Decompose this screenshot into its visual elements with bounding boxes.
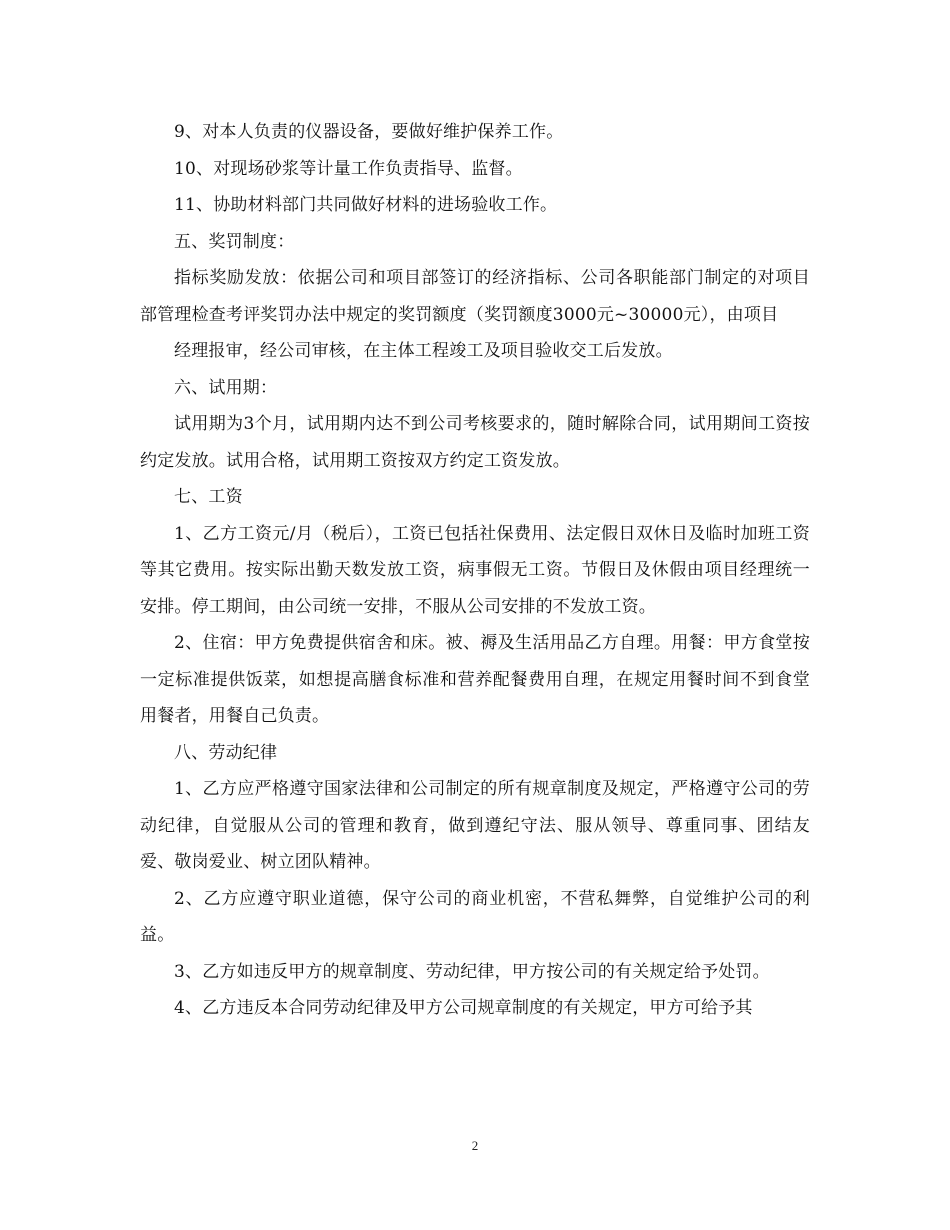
section-heading-probation: 六、试用期： — [174, 377, 278, 398]
paragraph-item-9: 9、对本人负责的仪器设备，要做好维护保养工作。 — [174, 122, 564, 142]
document-body — [140, 114, 810, 1027]
paragraph-discipline-3: 3、乙方如违反甲方的规章制度、劳动纪律，甲方按公司的有关规定给予处罚。 — [174, 961, 770, 982]
section-heading-discipline: 八、劳动纪律 — [174, 742, 278, 763]
paragraph-discipline-2: 2、乙方应遵守职业道德，保守公司的商业机密，不营私舞弊，自觉维护公司的利益。 — [140, 888, 810, 945]
paragraph-wages-1: 1、乙方工资元/月（税后），工资已包括社保费用、法定假日双休日及临时加班工资等其它费用。按实际出勤天数发放工资，病事假无工资。节假日及休假由项目经理统一安排。停工期间，由公司统一安排，不服从公司安排的不发放工资。 — [140, 523, 810, 617]
section-heading-wages: 七、工资 — [174, 487, 243, 507]
paragraph-probation: 试用期为3个月，试用期内达不到公司考核要求的，随时解除合同，试用期间工资按约定发放。试用合格，试用期工资按双方约定工资发放。 — [140, 414, 810, 471]
paragraph-discipline-4: 4、乙方违反本合同劳动纪律及甲方公司规章制度的有关规定，甲方可给予其 — [174, 998, 753, 1018]
paragraph-wages-2: 2、住宿：甲方免费提供宿舍和床。被、褥及生活用品乙方自理。用餐：甲方食堂按一定标准提供饭菜，如想提高膳食标准和营养配餐费用自理，在规定用餐时间不到食堂用餐者，用餐自己负责。 — [140, 633, 810, 726]
page-number: 2 — [471, 1138, 479, 1153]
section-heading-rewards: 五、奖罚制度： — [174, 231, 295, 252]
paragraph-discipline-1: 1、乙方应严格遵守国家法律和公司制定的所有规章制度及规定，严格遵守公司的劳动纪律，自觉服从公司的管理和教育，做到遵纪守法、服从领导、尊重同事、团结友爱、敬岗爱业、树立团队精神。 — [140, 779, 810, 872]
paragraph-reward-approval: 经理报审，经公司审核，在主体工程竣工及项目验收交工后发放。 — [174, 341, 673, 361]
paragraph-item-11: 11、协助材料部门共同做好材料的进场验收工作。 — [174, 195, 558, 215]
paragraph-item-10: 10、对现场砂浆等计量工作负责指导、监督。 — [174, 158, 523, 179]
paragraph-reward-distribution: 指标奖励发放：依据公司和项目部签订的经济指标、公司各职能部门制定的对项目部管理检查考评奖罚办法中规定的奖罚额度（奖罚额度3000元~30000元），由项目 — [140, 268, 810, 325]
